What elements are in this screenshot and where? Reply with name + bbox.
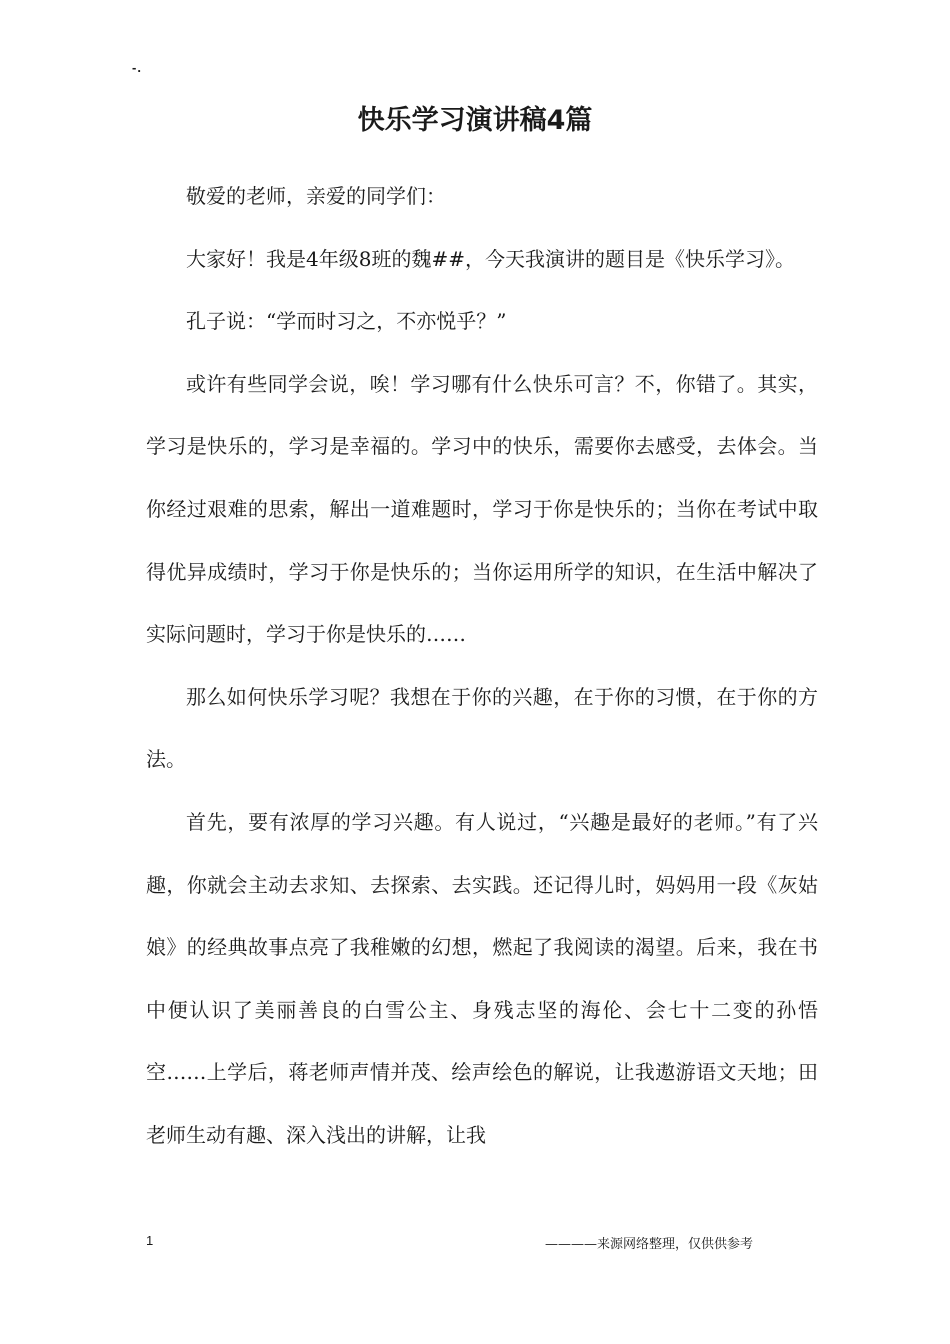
document-title: 快乐学习演讲稿4篇 <box>357 105 593 136</box>
header-mark: -. <box>132 60 142 75</box>
paragraph-quote: 孔子说：“学而时习之，不亦悦乎？” <box>186 309 507 334</box>
paragraph-interest: 首先，要有浓厚的学习兴趣。有人说过，“兴趣是最好的老师。”有了兴趣，你就会主动去求知、去探索、去实践。还记得儿时，妈妈用一段《灰姑娘》的经典故事点亮了我稚嫩的幻想，燃起了我阅读的渴望。后来，我在书中便认识了美丽善良的白雪公主、身残志坚的海伦、会七十二变的孙悟空……上学后，蒋老师声情并茂、绘声绘色的解说，让我遨游语文天地；田老师生动有趣、深入浅出的讲解，让我 <box>146 809 818 1147</box>
paragraph-happiness: 或许有些同学会说，唉！学习哪有什么快乐可言？不，你错了。其实，学习是快乐的，学习是幸福的。学习中的快乐，需要你去感受，去体会。当你经过艰难的思索，解出一道难题时，学习于你是快乐的；当你在考试中取得优异成绩时，学习于你是快乐的；当你运用所学的知识，在生活中解决了实际问题时，学习于你是快乐的…… <box>146 371 818 647</box>
paragraph-how: 那么如何快乐学习呢？我想在于你的兴趣，在于你的习惯，在于你的方法。 <box>146 684 818 772</box>
document-body <box>146 165 818 1167</box>
source-note: ————来源网络整理，仅供供参考 <box>545 1237 754 1252</box>
paragraph-introduction: 大家好！我是4年级8班的魏##，今天我演讲的题目是《快乐学习》。 <box>186 246 795 271</box>
paragraph-greeting: 敬爱的老师，亲爱的同学们： <box>186 184 446 208</box>
page-number: 1 <box>146 1233 154 1248</box>
